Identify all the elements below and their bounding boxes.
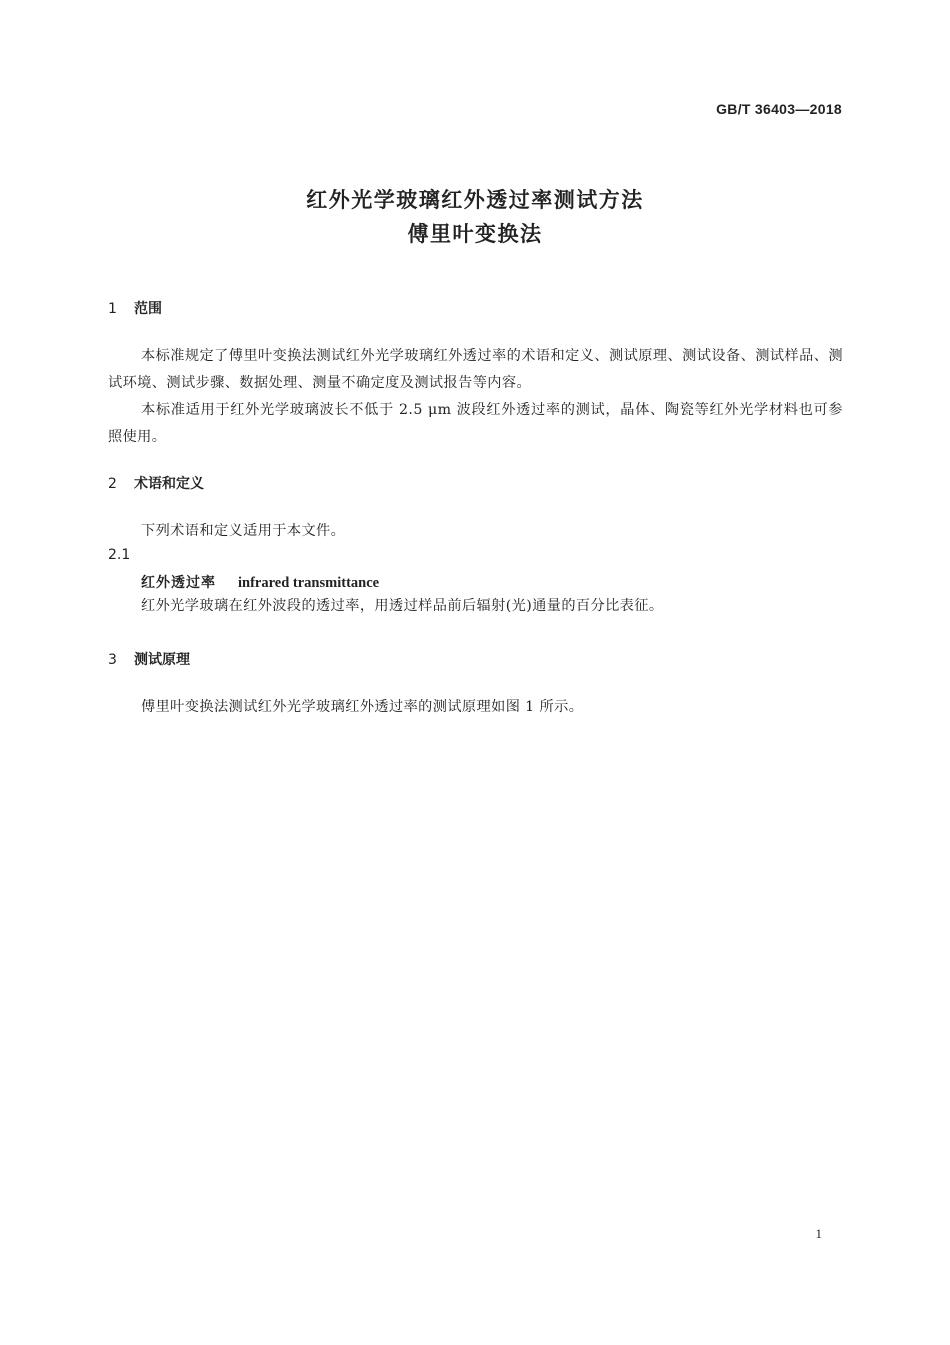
section-title: 术语和定义	[134, 476, 204, 492]
standard-code: GB/T 36403—2018	[716, 101, 842, 117]
term-number: 2.1	[108, 547, 131, 563]
document-title-line-2: 傅里叶变换法	[407, 222, 543, 246]
section-1-paragraph-1: 本标准规定了傅里叶变换法测试红外光学玻璃红外透过率的术语和定义、测试原理、测试设备、测试样品、测试环境、测试步骤、数据处理、测量不确定度及测试报告等内容。	[108, 348, 843, 391]
section-1-heading	[108, 298, 162, 318]
section-2-paragraph-1: 下列术语和定义适用于本文件。	[141, 523, 346, 539]
section-number: 2	[108, 476, 117, 492]
section-title: 测试原理	[134, 652, 190, 668]
term-definition: 红外光学玻璃在红外波段的透过率，用透过样品前后辐射(光)通量的百分比表征。	[141, 598, 664, 614]
section-2-heading	[108, 473, 204, 493]
section-number: 1	[108, 301, 117, 317]
section-number: 3	[108, 652, 117, 668]
page-number: 1	[815, 1226, 822, 1241]
section-3-heading	[108, 649, 190, 669]
section-3-paragraph-1: 傅里叶变换法测试红外光学玻璃红外透过率的测试原理如图 1 所示。	[141, 699, 584, 715]
term-entry	[141, 572, 379, 592]
term-name-zh: 红外透过率	[141, 575, 216, 591]
section-1-paragraph-2: 本标准适用于红外光学玻璃波长不低于 2.5 μm 波段红外透过率的测试，晶体、陶瓷等红外光学材料也可参照使用。	[108, 402, 843, 445]
section-title: 范围	[134, 301, 162, 317]
term-name-en: infrared transmittance	[238, 575, 380, 591]
document-title-line-1: 红外光学玻璃红外透过率测试方法	[306, 188, 644, 212]
